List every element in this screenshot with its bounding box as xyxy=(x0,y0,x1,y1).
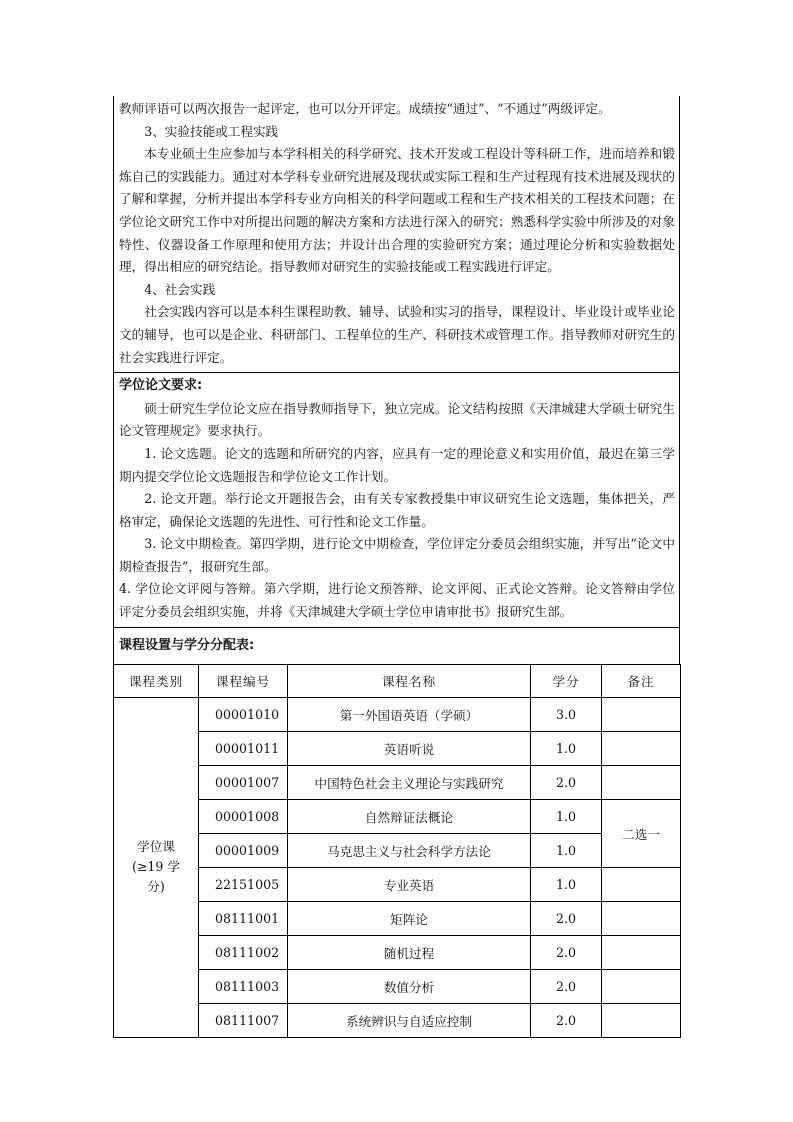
course-credit: 3.0 xyxy=(531,697,602,731)
section-4-title: 4、社会实践 xyxy=(144,281,216,297)
course-code: 08111002 xyxy=(199,935,288,969)
course-credit: 2.0 xyxy=(531,765,602,799)
course-note xyxy=(602,697,681,731)
course-table-header xyxy=(114,664,681,697)
course-code: 08111007 xyxy=(199,1003,288,1037)
course-credit: 1.0 xyxy=(531,833,602,867)
section-3-body: 本专业硕士生应参加与本学科相关的科学研究、技术开发或工程设计等科研工作，进而培养和锻炼自己的实践能力。通过对本学科专业研究进展及现状或实际工程和生产过程现有技术进展及现状的了解和掌握，分析并提出本学科专业方向相关的科学问题或工程和生产技术相关的工程技术问题；在学位论文研究工作中对所提出问题的解决方案和方法进行深入的研究；熟悉科学实验中所涉及的对象特性、仪器设备工作原理和使用方法；并设计出合理的实验研究方案；通过理论分析和实验数据处理，得出相应的研究结论。指导教师对研究生的实验技能或工程实践进行评定。 xyxy=(119,146,675,275)
table-row xyxy=(114,765,681,799)
course-name: 自然辩证法概论 xyxy=(288,799,531,833)
course-note xyxy=(602,731,681,765)
course-credit: 1.0 xyxy=(531,867,602,901)
practice-section xyxy=(113,96,680,372)
course-note xyxy=(602,935,681,969)
course-credit: 1.0 xyxy=(531,731,602,765)
course-code: 00001010 xyxy=(199,697,288,731)
thesis-item-2: 2. 论文开题。举行论文开题报告会，由有关专家教授集中审议研究生论文选题，集体把关，严格审定，确保论文选题的先进性、可行性和论文工作量。 xyxy=(119,491,675,529)
course-code: 08111001 xyxy=(199,901,288,935)
category-line-2: (≥19 学 xyxy=(131,859,181,875)
course-code: 22151005 xyxy=(199,867,288,901)
course-name: 随机过程 xyxy=(288,935,531,969)
course-name: 矩阵论 xyxy=(288,901,531,935)
document-frame xyxy=(113,96,680,1038)
table-row xyxy=(114,867,681,901)
category-line-1: 学位课 xyxy=(137,839,175,855)
course-table xyxy=(113,664,681,1038)
course-note xyxy=(602,765,681,799)
header-code: 课程编号 xyxy=(199,664,288,697)
thesis-item-4: 4. 学位论文评阅与答辩。第六学期，进行论文预答辩、论文评阅、正式论文答辩。论文答辩由学位评定分委员会组织实施，并将《天津城建大学硕士学位申请审批书》报研究生部。 xyxy=(119,581,675,620)
course-note xyxy=(602,901,681,935)
course-code: 00001008 xyxy=(199,799,288,833)
course-name: 系统辨识与自适应控制 xyxy=(288,1003,531,1037)
section-4-body: 社会实践内容可以是本科生课程助教、辅导、试验和实习的指导，课程设计、毕业设计或毕业论文的辅导，也可以是企业、科研部门、工程单位的生产、科研技术或管理工作。指导教师对研究生的社会实践进行评定。 xyxy=(119,304,675,365)
table-row xyxy=(114,935,681,969)
course-name: 英语听说 xyxy=(288,731,531,765)
course-note xyxy=(602,969,681,1003)
course-name: 马克思主义与社会科学方法论 xyxy=(288,833,531,867)
table-row xyxy=(114,901,681,935)
elective-note: 二选一 xyxy=(602,799,681,867)
header-credit: 学分 xyxy=(531,664,602,697)
course-name: 专业英语 xyxy=(288,867,531,901)
thesis-intro: 硕士研究生学位论文应在指导教师指导下，独立完成。论文结构按照《天津城建大学硕士研究生论文管理规定》要求执行。 xyxy=(119,400,675,439)
course-credit: 2.0 xyxy=(531,1003,602,1037)
table-row xyxy=(114,799,681,833)
course-credit: 2.0 xyxy=(531,969,602,1003)
course-name: 数值分析 xyxy=(288,969,531,1003)
course-code: 00001007 xyxy=(199,765,288,799)
course-code: 00001011 xyxy=(199,731,288,765)
table-row xyxy=(114,697,681,731)
table-row xyxy=(114,969,681,1003)
course-credit: 2.0 xyxy=(531,935,602,969)
course-credit: 2.0 xyxy=(531,901,602,935)
table-row xyxy=(114,731,681,765)
category-line-3: 分) xyxy=(147,879,165,895)
table-row xyxy=(114,833,681,867)
thesis-heading: 学位论文要求: xyxy=(119,378,203,394)
thesis-section xyxy=(113,372,680,627)
course-table-title: 课程设置与学分分配表: xyxy=(113,627,680,664)
course-note xyxy=(602,867,681,901)
header-note: 备注 xyxy=(602,664,681,697)
course-name: 第一外国语英语（学硕） xyxy=(288,697,531,731)
header-name: 课程名称 xyxy=(288,664,531,697)
course-name: 中国特色社会主义理论与实践研究 xyxy=(288,765,531,799)
section-3-title: 3、实验技能或工程实践 xyxy=(144,123,279,139)
course-code: 00001009 xyxy=(199,833,288,867)
course-code: 08111003 xyxy=(199,969,288,1003)
table-row xyxy=(114,1003,681,1037)
course-note xyxy=(602,1003,681,1037)
course-credit: 1.0 xyxy=(531,799,602,833)
thesis-item-1: 1. 论文选题。论文的选题和所研究的内容，应具有一定的理论意义和实用价值，最迟在第三学期内提交学位论文选题报告和学位论文工作计划。 xyxy=(119,445,675,484)
header-category: 课程类别 xyxy=(114,664,199,697)
evaluation-line: 教师评语可以两次报告一起评定，也可以分开评定。成绩按“通过”、“不通过”两级评定。 xyxy=(119,101,611,116)
thesis-item-3: 3. 论文中期检查。第四学期，进行论文中期检查，学位评定分委员会组织实施，并写出“论文中期检查报告”，报研究生部。 xyxy=(119,536,675,574)
course-category-cell xyxy=(114,697,199,1037)
